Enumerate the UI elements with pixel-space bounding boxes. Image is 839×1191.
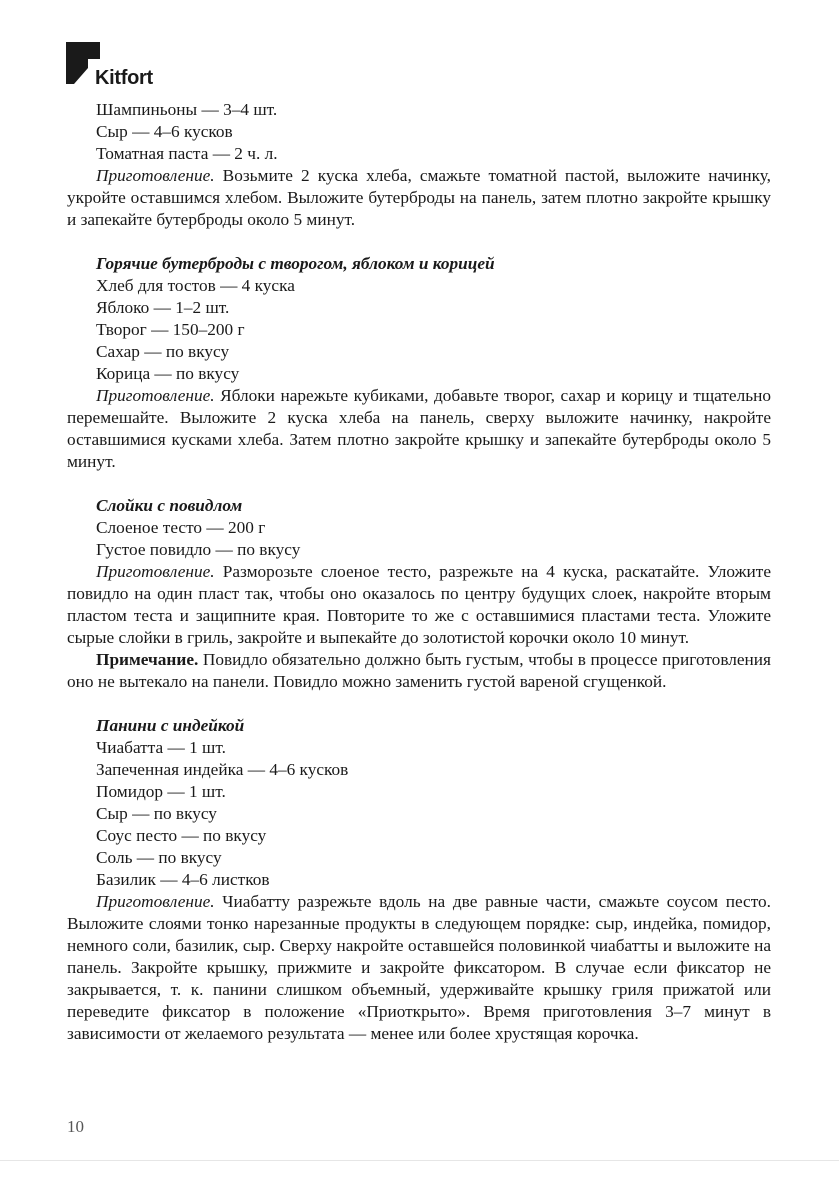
preparation-label: Приготовление. <box>96 562 215 581</box>
ingredient-line: Слоеное тесто — 200 г <box>96 518 266 537</box>
preparation-paragraph <box>67 561 771 649</box>
note-text: Повидло обязательно должно быть густым, чтобы в процессе приготовления оно не вытекало на панели. Повидло можно заменить густой вареной сгущенкой. <box>67 650 771 691</box>
recipe-title: Горячие бутерброды с творогом, яблоком и корицей <box>96 254 495 273</box>
preparation-paragraph <box>67 891 771 1045</box>
recipe-title: Слойки с повидлом <box>96 496 243 515</box>
ingredient-line: Базилик — 4–6 листков <box>96 870 270 889</box>
ingredient-line: Творог — 150–200 г <box>96 320 245 339</box>
preparation-paragraph <box>67 385 771 473</box>
ingredient-line: Хлеб для тостов — 4 куска <box>96 276 295 295</box>
ingredient-line: Томатная паста — 2 ч. л. <box>96 144 278 163</box>
preparation-text: Чиабатту разрежьте вдоль на две равные части, смажьте соусом песто. Выложите слоями тонко нарезанные продукты в следующем порядке: сыр, индейка, помидор, немного соли, базилик, сыр. Сверху накройте оставшейся половинкой чиабатты и выложите на панель. Закройте крышку, прижмите и закройте фиксатором. В случае если фиксатор не закрывается, т. к. панини слишком объемный, удерживайте крышку гриля прижатой или переведите фиксатор в положение «Приоткрыто». Время приготовления 3–7 минут в зависимости от желаемого результата — менее или более хрустящая корочка. <box>67 892 771 1043</box>
note-paragraph <box>67 649 771 693</box>
ingredient-line: Сыр — 4–6 кусков <box>96 122 233 141</box>
preparation-text: Яблоки нарежьте кубиками, добавьте творог, сахар и корицу и тщательно перемешайте. Выложите 2 куска хлеба на панель, сверху выложите начинку, накройте оставшимися кусками хлеба. Затем плотно закройте крышку и запекайте бутерброды около 5 минут. <box>67 386 771 471</box>
preparation-label: Приготовление. <box>96 386 215 405</box>
ingredient-line: Чиабатта — 1 шт. <box>96 738 226 757</box>
preparation-label: Приготовление. <box>96 166 215 185</box>
ingredient-line: Сахар — по вкусу <box>96 342 230 361</box>
preparation-paragraph <box>67 165 771 231</box>
ingredient-line: Соль — по вкусу <box>96 848 222 867</box>
page-number: 10 <box>67 1117 84 1136</box>
ingredient-line: Густое повидло — по вкусу <box>96 540 301 559</box>
recipe-title: Панини с индейкой <box>96 716 245 735</box>
page-content <box>67 99 771 1045</box>
kitfort-logo <box>66 42 186 92</box>
ingredient-line: Помидор — 1 шт. <box>96 782 226 801</box>
note-label: Примечание. <box>96 650 199 669</box>
page-bottom-divider <box>0 1160 839 1161</box>
ingredient-line: Соус песто — по вкусу <box>96 826 267 845</box>
preparation-text: Разморозьте слоеное тесто, разрежьте на 4 куска, раскатайте. Уложите повидло на один пласт так, чтобы оно оказалось по центру будущих слоек, накройте вторым пластом теста и защипните края. Повторите то же с оставшимися пластами теста. Уложите сырые слойки в гриль, закройте и выпекайте до золотистой корочки около 10 минут. <box>67 562 771 647</box>
brand-name: Kitfort <box>95 67 153 89</box>
ingredient-line: Корица — по вкусу <box>96 364 240 383</box>
ingredient-line: Яблоко — 1–2 шт. <box>96 298 230 317</box>
preparation-text: Возьмите 2 куска хлеба, смажьте томатной пастой, выложите начинку, укройте оставшимся хлебом. Выложите бутерброды на панель, затем плотно закройте крышку и запекайте бутерброды около 5 минут. <box>67 166 771 229</box>
preparation-label: Приготовление. <box>96 892 215 911</box>
ingredient-line: Шампиньоны — 3–4 шт. <box>96 100 278 119</box>
ingredient-line: Запеченная индейка — 4–6 кусков <box>96 760 349 779</box>
ingredient-line: Сыр — по вкусу <box>96 804 217 823</box>
